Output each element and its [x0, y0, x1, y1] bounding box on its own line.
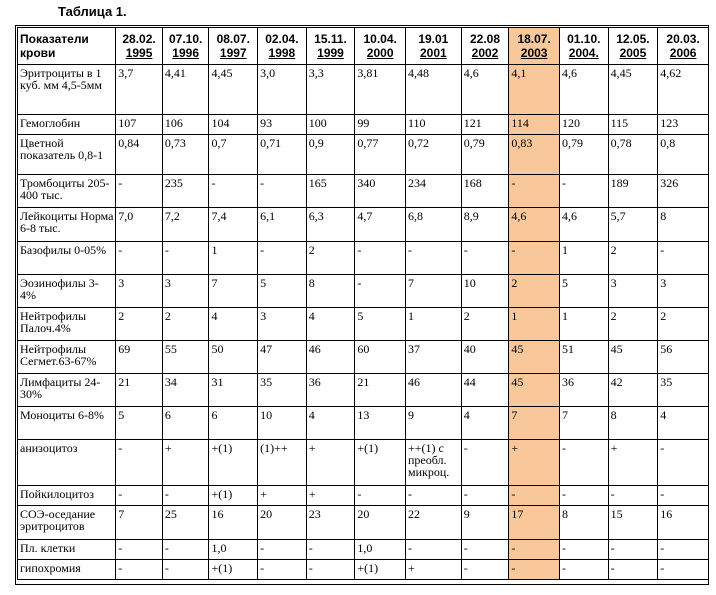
table-cell: 7: [116, 506, 163, 540]
table-cell: +: [306, 440, 355, 486]
table-cell: -: [116, 560, 163, 580]
table-cell: +: [162, 440, 209, 486]
table-cell: -: [509, 242, 560, 275]
date-day-month: 28.02.: [122, 32, 156, 46]
table-cell: 7,4: [209, 208, 258, 242]
table-cell: -: [608, 560, 658, 580]
column-header-date: [306, 28, 355, 65]
table-cell: -: [162, 540, 209, 560]
column-header-date: [509, 28, 560, 65]
table-cell: -: [116, 486, 163, 506]
row-label: Нейтрофилы Палоч.4%: [18, 308, 116, 341]
table-cell: 115: [608, 115, 658, 135]
column-header-date: [608, 28, 658, 65]
table-cell: 7,2: [162, 208, 209, 242]
table-cell: 13: [355, 407, 406, 440]
date-day-month: 08.07.: [216, 32, 250, 46]
table-cell: 3,3: [306, 65, 355, 115]
date-year: 1998: [268, 46, 296, 60]
table-row: [18, 175, 709, 208]
table-cell: 3: [116, 275, 163, 308]
table-cell: -: [209, 175, 258, 208]
table-cell: 8: [559, 506, 608, 540]
table-row: [18, 341, 709, 374]
table-cell: 0,79: [461, 135, 509, 175]
table-cell: 36: [306, 374, 355, 407]
date-day-month: 12.05.: [616, 32, 650, 46]
table-cell: 4: [306, 308, 355, 341]
table-cell: (1)++: [258, 440, 307, 486]
date-year: 1996: [172, 46, 199, 60]
table-cell: 3,81: [355, 65, 406, 115]
table-row: [18, 560, 709, 580]
column-header-date: [355, 28, 406, 65]
table-row: [18, 540, 709, 560]
table-cell: 46: [306, 341, 355, 374]
table-cell: 4,7: [355, 208, 406, 242]
table-cell: 20: [355, 506, 406, 540]
table-cell: -: [355, 242, 406, 275]
table-cell: 25: [162, 506, 209, 540]
table-cell: 0,77: [355, 135, 406, 175]
table-cell: -: [658, 560, 709, 580]
column-header-parameter-line: Показатели: [20, 32, 89, 46]
table-row: [18, 407, 709, 440]
row-label: Базофилы 0-05%: [18, 242, 116, 275]
table-cell: 7: [405, 275, 461, 308]
column-header-date: [162, 28, 209, 65]
table-cell: 7,0: [116, 208, 163, 242]
table-row: [18, 242, 709, 275]
date-day-month: 02.04.: [265, 32, 299, 46]
table-cell: 50: [209, 341, 258, 374]
table-cell: 2: [608, 308, 658, 341]
column-header-parameter: [18, 28, 116, 65]
column-header-parameter-line: крови: [20, 46, 56, 60]
table-cell: +(1): [209, 560, 258, 580]
table-cell: 5: [116, 407, 163, 440]
table-cell: -: [355, 275, 406, 308]
table-cell: -: [461, 540, 509, 560]
table-cell: 100: [306, 115, 355, 135]
table-cell: 5: [559, 275, 608, 308]
row-label: Пойкилоцитоз: [18, 486, 116, 506]
table-cell: 23: [306, 506, 355, 540]
table-cell: -: [405, 486, 461, 506]
date-year: 1995: [125, 46, 153, 60]
table-cell: -: [162, 242, 209, 275]
table-cell: 3: [658, 275, 709, 308]
table-cell: -: [509, 540, 560, 560]
table-cell: 5: [355, 308, 406, 341]
date-year: 2004.: [568, 46, 599, 60]
table-cell: 36: [559, 374, 608, 407]
table-cell: 16: [209, 506, 258, 540]
table-cell: -: [306, 540, 355, 560]
table-cell: 60: [355, 341, 406, 374]
row-label: СОЭ-оседание эритроцитов: [18, 506, 116, 540]
table-cell: -: [658, 540, 709, 560]
column-header-date: [116, 28, 163, 65]
table-cell: 2: [116, 308, 163, 341]
table-cell: -: [658, 440, 709, 486]
table-cell: 0,83: [509, 135, 560, 175]
table-cell: -: [116, 440, 163, 486]
table-cell: +: [608, 440, 658, 486]
table-cell: 110: [405, 115, 461, 135]
table-cell: +(1): [355, 440, 406, 486]
table-cell: 8: [658, 208, 709, 242]
table-cell: 0,71: [258, 135, 307, 175]
date-day-month: 18.07.: [517, 32, 551, 46]
table-cell: 0,84: [116, 135, 163, 175]
table-row: [18, 135, 709, 175]
table-cell: 9: [461, 506, 509, 540]
table-cell: 168: [461, 175, 509, 208]
table-cell: 31: [209, 374, 258, 407]
table-cell: -: [509, 560, 560, 580]
date-day-month: 15.11.: [314, 32, 347, 46]
table-cell: -: [405, 242, 461, 275]
table-cell: 1,0: [209, 540, 258, 560]
table-cell: ++(1) с преобл. микроц.: [405, 440, 461, 486]
table-cell: 47: [258, 341, 307, 374]
date-year: 2001: [419, 46, 447, 60]
table-cell: 2: [509, 275, 560, 308]
column-header-date: [461, 28, 509, 65]
table-cell: 4: [461, 407, 509, 440]
table-cell: 21: [355, 374, 406, 407]
row-label: Пл. клетки: [18, 540, 116, 560]
table-cell: -: [658, 242, 709, 275]
table-caption: Таблица 1.: [58, 4, 127, 19]
table-cell: 3,7: [116, 65, 163, 115]
table-cell: 8: [608, 407, 658, 440]
table-header: [18, 28, 709, 65]
date-year: 2005: [619, 46, 647, 60]
table-cell: -: [116, 540, 163, 560]
table-cell: 4,6: [509, 208, 560, 242]
table-cell: 8,9: [461, 208, 509, 242]
table-cell: -: [559, 175, 608, 208]
date-year: 2003: [520, 46, 548, 60]
table-cell: 1: [209, 242, 258, 275]
date-day-month: 22.08: [469, 32, 501, 46]
table-cell: -: [116, 175, 163, 208]
table-cell: 326: [658, 175, 709, 208]
table-cell: 7: [559, 407, 608, 440]
column-header-date: [559, 28, 608, 65]
date-day-month: 01.10.: [567, 32, 601, 46]
row-label: Эритроциты в 1 куб. мм 4,5-5мм: [18, 65, 116, 115]
table-cell: 104: [209, 115, 258, 135]
row-label: Моноциты 6-8%: [18, 407, 116, 440]
table-cell: 21: [116, 374, 163, 407]
date-year: 2002: [471, 46, 499, 60]
table-cell: 5: [258, 275, 307, 308]
table-cell: 0,9: [306, 135, 355, 175]
column-header-date: [258, 28, 307, 65]
table-cell: 2: [461, 308, 509, 341]
table-row: [18, 275, 709, 308]
table-cell: -: [116, 242, 163, 275]
table-cell: 121: [461, 115, 509, 135]
table-cell: 4,45: [209, 65, 258, 115]
table-cell: 42: [608, 374, 658, 407]
table-cell: -: [559, 540, 608, 560]
table-cell: 0,7: [209, 135, 258, 175]
table-cell: 0,73: [162, 135, 209, 175]
table-cell: +: [509, 440, 560, 486]
table-cell: 2: [608, 242, 658, 275]
table-cell: 6,1: [258, 208, 307, 242]
table-cell: 20: [258, 506, 307, 540]
table-cell: -: [559, 440, 608, 486]
table-cell: 7: [509, 407, 560, 440]
table-cell: -: [258, 242, 307, 275]
table-cell: 0,79: [559, 135, 608, 175]
table-cell: 9: [405, 407, 461, 440]
table-cell: 51: [559, 341, 608, 374]
table-cell: -: [461, 486, 509, 506]
table-cell: 0,72: [405, 135, 461, 175]
table-cell: -: [461, 560, 509, 580]
table-cell: +: [405, 560, 461, 580]
table-cell: 4,6: [461, 65, 509, 115]
table-cell: 16: [658, 506, 709, 540]
table-cell: 8: [306, 275, 355, 308]
table-body: [18, 65, 709, 580]
table-cell: 123: [658, 115, 709, 135]
table-cell: +(1): [209, 440, 258, 486]
table-cell: 4: [306, 407, 355, 440]
table-cell: 340: [355, 175, 406, 208]
table-row: [18, 506, 709, 540]
table-cell: -: [258, 175, 307, 208]
table-row: [18, 374, 709, 407]
column-header-date: [209, 28, 258, 65]
table-cell: 0,78: [608, 135, 658, 175]
table-cell: 2: [162, 308, 209, 341]
table-cell: +: [258, 486, 307, 506]
table-cell: -: [162, 560, 209, 580]
table-cell: 3: [162, 275, 209, 308]
table-cell: 45: [509, 374, 560, 407]
row-label: Нейтрофилы Сегмет.63-67%: [18, 341, 116, 374]
table-cell: 5,7: [608, 208, 658, 242]
table-cell: -: [559, 560, 608, 580]
table-cell: 44: [461, 374, 509, 407]
table-cell: 35: [658, 374, 709, 407]
table-cell: 3,0: [258, 65, 307, 115]
row-label: гипохромия: [18, 560, 116, 580]
table-cell: 1,0: [355, 540, 406, 560]
table-cell: 56: [658, 341, 709, 374]
table-cell: -: [509, 486, 560, 506]
date-year: 2000: [366, 46, 394, 60]
table-cell: 234: [405, 175, 461, 208]
table-cell: 1: [559, 308, 608, 341]
table-cell: 40: [461, 341, 509, 374]
table-cell: +(1): [209, 486, 258, 506]
table-cell: 4: [658, 407, 709, 440]
table-cell: 235: [162, 175, 209, 208]
table-cell: 37: [405, 341, 461, 374]
table-cell: -: [258, 560, 307, 580]
table-cell: 165: [306, 175, 355, 208]
table-cell: 6,8: [405, 208, 461, 242]
table-cell: +: [306, 486, 355, 506]
table-cell: 46: [405, 374, 461, 407]
table-cell: 4,62: [658, 65, 709, 115]
table-cell: 4,41: [162, 65, 209, 115]
table-cell: 69: [116, 341, 163, 374]
table-cell: 189: [608, 175, 658, 208]
table-cell: 35: [258, 374, 307, 407]
date-day-month: 20.03.: [666, 32, 700, 46]
row-label: Цветной показатель 0,8-1: [18, 135, 116, 175]
table-cell: 1: [509, 308, 560, 341]
table-cell: 114: [509, 115, 560, 135]
table-cell: 45: [608, 341, 658, 374]
table-cell: 34: [162, 374, 209, 407]
column-header-date: [405, 28, 461, 65]
table-cell: 6: [162, 407, 209, 440]
table-cell: 4,48: [405, 65, 461, 115]
table-cell: 0,8: [658, 135, 709, 175]
row-label: анизоцитоз: [18, 440, 116, 486]
table-cell: 99: [355, 115, 406, 135]
table-cell: 4,6: [559, 208, 608, 242]
table-cell: 10: [258, 407, 307, 440]
table-row: [18, 65, 709, 115]
table-cell: -: [658, 486, 709, 506]
table-row: [18, 440, 709, 486]
table-cell: 6: [209, 407, 258, 440]
table-cell: 4,6: [559, 65, 608, 115]
table-cell: 55: [162, 341, 209, 374]
table-cell: +(1): [355, 560, 406, 580]
table-cell: -: [405, 540, 461, 560]
table-row: [18, 486, 709, 506]
table-cell: 4,1: [509, 65, 560, 115]
date-day-month: 07.10.: [168, 32, 203, 46]
table-cell: 2: [306, 242, 355, 275]
row-label: Гемоглобин: [18, 115, 116, 135]
table-cell: 1: [559, 242, 608, 275]
table-cell: 45: [509, 341, 560, 374]
date-year: 1999: [317, 46, 344, 60]
row-label: Лейкоциты Норма 6-8 тыс.: [18, 208, 116, 242]
table-cell: 3: [258, 308, 307, 341]
date-day-month: 19.01: [418, 32, 449, 46]
date-year: 1997: [219, 46, 247, 60]
table-cell: 1: [405, 308, 461, 341]
table-cell: 4,45: [608, 65, 658, 115]
table-cell: -: [258, 540, 307, 560]
table-cell: -: [509, 175, 560, 208]
table-cell: 4: [209, 308, 258, 341]
row-label: Тромбоциты 205-400 тыс.: [18, 175, 116, 208]
table-row: [18, 208, 709, 242]
table-cell: -: [355, 486, 406, 506]
table-cell: 17: [509, 506, 560, 540]
table-cell: 107: [116, 115, 163, 135]
table-cell: 22: [405, 506, 461, 540]
table-cell: -: [461, 440, 509, 486]
date-year: 2006: [669, 46, 697, 60]
column-header-date: [658, 28, 709, 65]
table-cell: -: [306, 560, 355, 580]
table-row: [18, 115, 709, 135]
table-cell: 15: [608, 506, 658, 540]
table-cell: -: [559, 486, 608, 506]
table-cell: 7: [209, 275, 258, 308]
table-cell: -: [162, 486, 209, 506]
table-cell: 93: [258, 115, 307, 135]
table-cell: 106: [162, 115, 209, 135]
table-cell: 3: [608, 275, 658, 308]
row-label: Лимфациты 24-30%: [18, 374, 116, 407]
table-cell: 6,3: [306, 208, 355, 242]
table-cell: -: [461, 242, 509, 275]
row-label: Эозинофилы 3-4%: [18, 275, 116, 308]
table-cell: 10: [461, 275, 509, 308]
table-cell: 2: [658, 308, 709, 341]
date-day-month: 10.04.: [363, 32, 397, 46]
table-cell: 120: [559, 115, 608, 135]
table-row: [18, 308, 709, 341]
table-cell: -: [608, 486, 658, 506]
table-cell: -: [608, 540, 658, 560]
blood-test-table: [17, 27, 709, 580]
